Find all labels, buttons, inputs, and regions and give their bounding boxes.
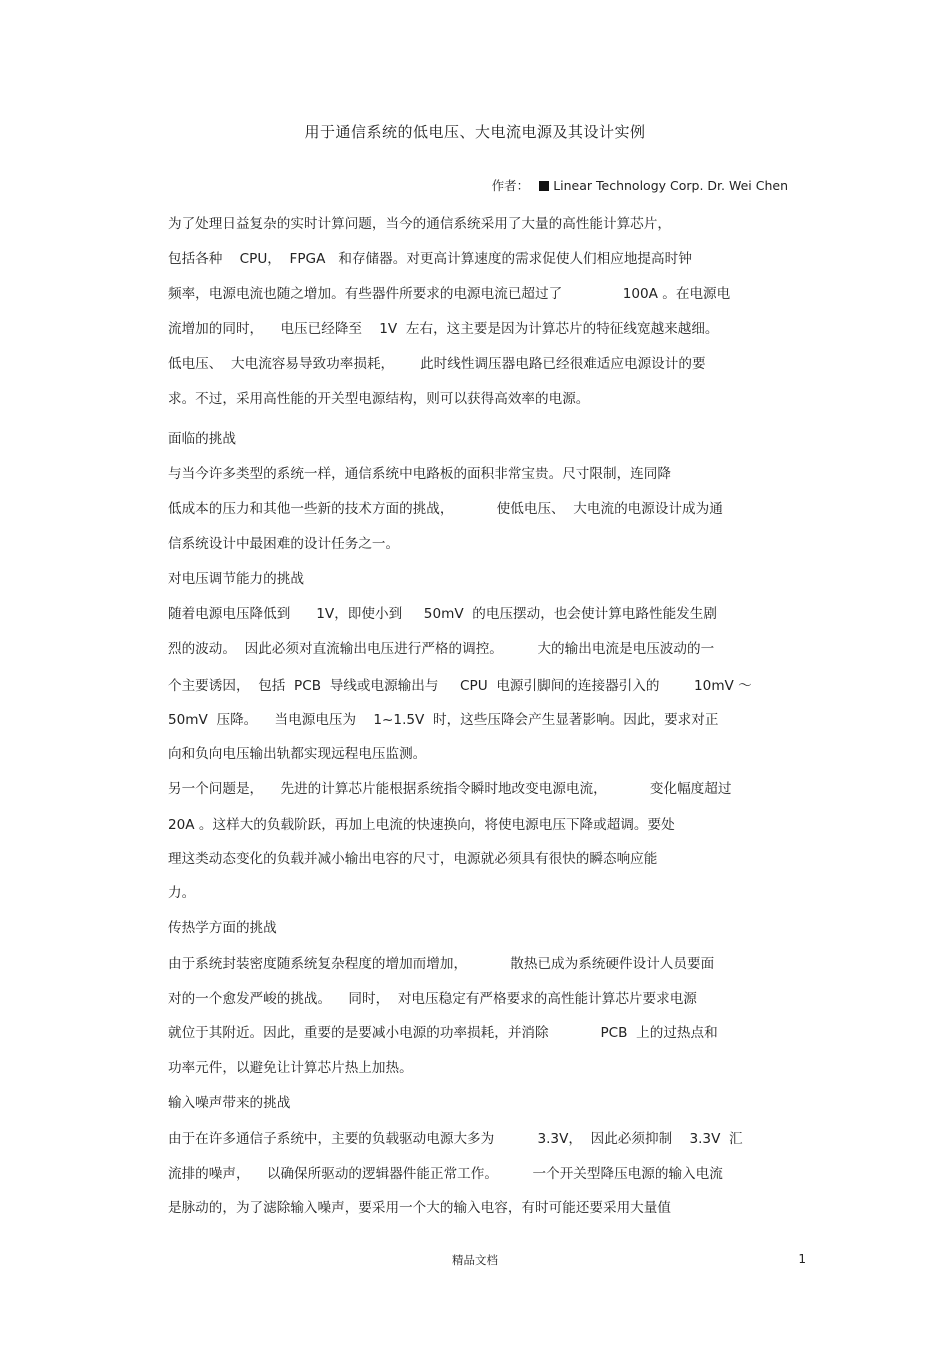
author-line [492, 176, 788, 194]
text-line: 另一个问题是， 先进的计算芯片能根据系统指令瞬时地改变电源电流， 变化幅度超过 [168, 781, 732, 797]
text-line: 力。 [168, 885, 196, 901]
text-line: 求。不过，采用高性能的开关型电源结构，则可以获得高效率的电源。 [168, 391, 590, 407]
footer-label: 精品文档 [452, 1253, 498, 1267]
text-line: 面临的挑战 [168, 431, 236, 447]
text-line: 功率元件，以避免让计算芯片热上加热。 [168, 1060, 413, 1076]
text-line: 由于系统封装密度随系统复杂程度的增加而增加， 散热已成为系统硬件设计人员要面 [168, 956, 715, 972]
text-line: 传热学方面的挑战 [168, 920, 277, 936]
text-line: 对的一个愈发严峻的挑战。 同时， 对电压稳定有严格要求的高性能计算芯片要求电源 [168, 991, 697, 1007]
text-line: 烈的波动。 因此必须对直流输出电压进行严格的调控。 大的输出电流是电压波动的一 [168, 641, 715, 657]
text-line: 为了处理日益复杂的实时计算问题，当今的通信系统采用了大量的高性能计算芯片， [168, 216, 671, 232]
text-line: 个主要诱因， 包括 PCB 导线或电源输出与 CPU 电源引脚间的连接器引入的 10mV ～ [168, 678, 752, 694]
text-line: 流排的噪声， 以确保所驱动的逻辑器件能正常工作。 一个开关型降压电源的输入电流 [168, 1166, 723, 1182]
text-line: 包括各种 CPU， FPGA 和存储器。对更高计算速度的需求促使人们相应地提高时钟 [168, 251, 692, 267]
text-line: 就位于其附近。因此，重要的是要减小电源的功率损耗，并消除 PCB 上的过热点和 [168, 1025, 718, 1041]
text-line: 20A 。这样大的负载阶跃，再加上电流的快速换向，将使电源电压下降或超调。要处 [168, 817, 675, 833]
text-line: 流增加的同时， 电压已经降至 1V 左右，这主要是因为计算芯片的特征线宽越来越细。 [168, 321, 719, 337]
text-line: 对电压调节能力的挑战 [168, 571, 304, 587]
text-line: 频率，电源电流也随之增加。有些器件所要求的电源电流已超过了 100A 。在电源电 [168, 286, 731, 302]
text-line: 信系统设计中最困难的设计任务之一。 [168, 536, 400, 552]
text-line: 随着电源电压降低到 1V，即使小到 50mV 的电压摆动，也会使计算电路性能发生剧 [168, 606, 717, 622]
text-line: 50mV 压降。 当电源电压为 1~1.5V 时，这些压降会产生显著影响。因此，要求对正 [168, 712, 719, 728]
bullet-square-icon [539, 181, 549, 191]
text-line: 向和负向电压输出轨都实现远程电压监测。 [168, 746, 427, 762]
document-title: 用于通信系统的低电压、大电流电源及其设计实例 [304, 123, 646, 141]
author-label: 作者： [491, 178, 530, 193]
text-line: 由于在许多通信子系统中，主要的负载驱动电源大多为 3.3V， 因此必须抑制 3.3V 汇 [168, 1131, 743, 1147]
text-line: 理这类动态变化的负载并减小输出电容的尺寸，电源就必须具有很快的瞬态响应能 [168, 851, 658, 867]
text-line: 低电压、 大电流容易导致功率损耗， 此时线性调压器电路已经很难适应电源设计的要 [168, 356, 706, 372]
text-line: 是脉动的，为了滤除输入噪声，要采用一个大的输入电容，有时可能还要采用大量值 [168, 1200, 671, 1216]
text-line: 低成本的压力和其他一些新的技术方面的挑战， 使低电压、 大电流的电源设计成为通 [168, 501, 723, 517]
text-line: 输入噪声带来的挑战 [168, 1095, 291, 1111]
author-name: Linear Technology Corp. Dr. Wei Chen [553, 178, 788, 193]
page-number: 1 [798, 1252, 806, 1266]
text-line: 与当今许多类型的系统一样，通信系统中电路板的面积非常宝贵。尺寸限制，连同降 [168, 466, 671, 482]
